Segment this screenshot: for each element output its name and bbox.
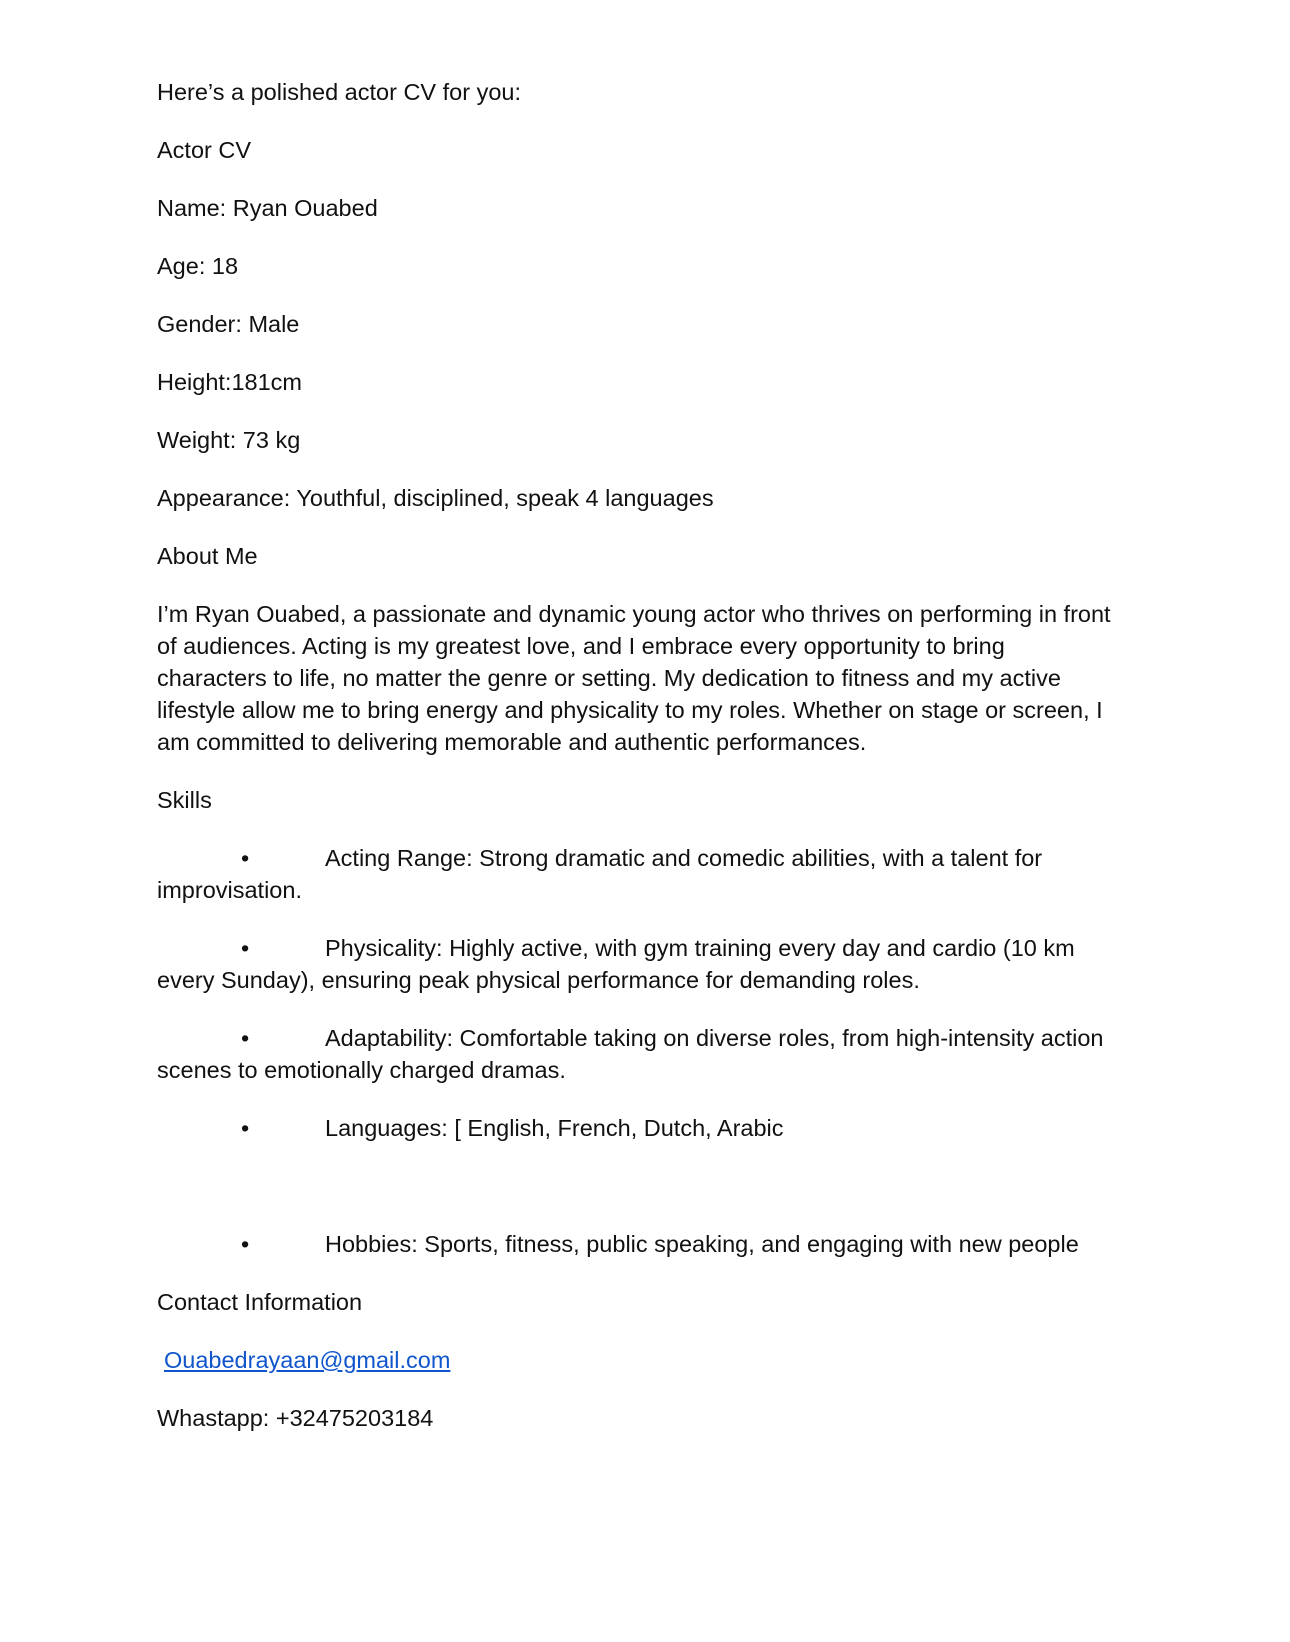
intro-text: Here’s a polished actor CV for you: [157, 79, 521, 105]
skill-item-physicality [157, 932, 1147, 996]
about-line: characters to life, no matter the genre or setting. My dedication to fitness and my active [157, 665, 1061, 691]
skills-heading: Skills [157, 787, 212, 813]
email-line [157, 1344, 1147, 1376]
about-heading: About Me [157, 543, 258, 569]
skill-item-adaptability [157, 1022, 1147, 1086]
bullet-icon: • [241, 1231, 250, 1257]
empty-paragraph [157, 1170, 1147, 1202]
detail-name: Name: Ryan Ouabed [157, 195, 378, 221]
bullet-icon: • [241, 935, 250, 961]
skill-text-cont: every Sunday), ensuring peak physical performance for demanding roles. [157, 967, 920, 993]
skill-text: Hobbies: Sports, fitness, public speaking, and engaging with new people [325, 1231, 1079, 1257]
detail-appearance: Appearance: Youthful, disciplined, speak 4 languages [157, 485, 714, 511]
skill-item-languages [157, 1112, 1147, 1144]
bullet-icon: • [241, 1115, 250, 1141]
bullet-icon: • [241, 1025, 250, 1051]
contact-heading: Contact Information [157, 1289, 363, 1315]
skill-text: Adaptability: Comfortable taking on diverse roles, from high-intensity action [325, 1025, 1104, 1051]
about-line: am committed to delivering memorable and authentic performances. [157, 729, 867, 755]
bullet-icon: • [241, 845, 250, 871]
skill-text-cont: improvisation. [157, 877, 302, 903]
skill-text: Acting Range: Strong dramatic and comedic abilities, with a talent for [325, 845, 1043, 871]
about-line: lifestyle allow me to bring energy and physicality to my roles. Whether on stage or screen, I [157, 697, 1103, 723]
detail-height: Height:181cm [157, 369, 302, 395]
detail-gender: Gender: Male [157, 311, 300, 337]
detail-age: Age: 18 [157, 253, 239, 279]
about-paragraph [157, 598, 1147, 758]
about-line: of audiences. Acting is my greatest love, and I embrace every opportunity to bring [157, 633, 1005, 659]
skill-item-acting-range [157, 842, 1147, 906]
email-link[interactable]: Ouabedrayaan@gmail.com [164, 1347, 451, 1373]
skill-text: Physicality: Highly active, with gym training every day and cardio (10 km [325, 935, 1075, 961]
detail-weight: Weight: 73 kg [157, 427, 301, 453]
skill-text: Languages: [ English, French, Dutch, Arabic [325, 1115, 784, 1141]
cv-title: Actor CV [157, 137, 252, 163]
skill-text-cont: scenes to emotionally charged dramas. [157, 1057, 566, 1083]
about-line: I’m Ryan Ouabed, a passionate and dynamic young actor who thrives on performing in front [157, 601, 1111, 627]
document [157, 76, 1147, 1460]
whatsapp-line: Whastapp: +32475203184 [157, 1405, 434, 1431]
skill-item-hobbies [157, 1228, 1147, 1260]
